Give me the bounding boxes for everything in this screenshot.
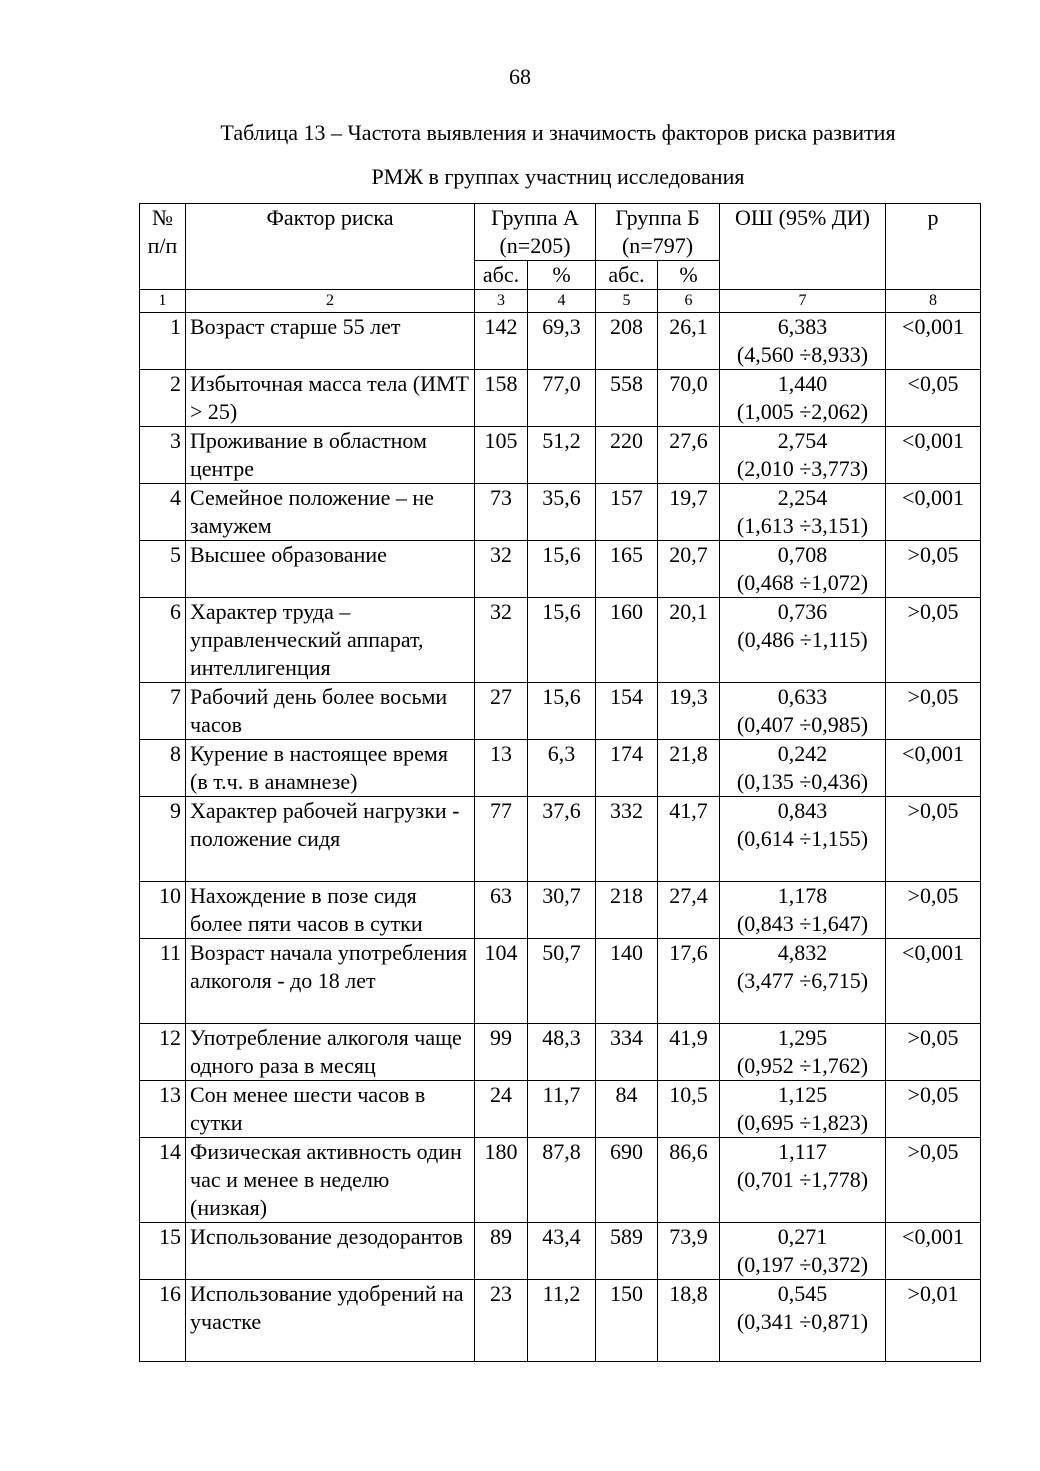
row-number: 7: [140, 683, 186, 740]
odds-ratio: [720, 313, 886, 370]
group-b-abs: 165: [596, 541, 658, 598]
group-b-abs: 140: [596, 939, 658, 1024]
odds-ratio-value: 1,295: [777, 1025, 828, 1050]
group-a-abs: 32: [475, 541, 528, 598]
odds-ratio: [720, 797, 886, 882]
group-b-pct: 19,3: [658, 683, 720, 740]
confidence-interval: (0,843 ÷1,647): [736, 911, 869, 936]
row-number: 9: [140, 797, 186, 882]
odds-ratio: [720, 939, 886, 1024]
group-b-abs: 558: [596, 370, 658, 427]
table-row: [140, 370, 981, 427]
odds-ratio-value: 2,254: [777, 485, 828, 510]
odds-ratio: [720, 427, 886, 484]
confidence-interval: (1,005 ÷2,062): [736, 399, 869, 424]
row-number: 13: [140, 1081, 186, 1138]
p-value: >0,01: [886, 1280, 981, 1362]
factor-name: Использование удобрений на участке: [186, 1280, 475, 1362]
row-number: 16: [140, 1280, 186, 1362]
odds-ratio-value: 4,832: [777, 940, 828, 965]
confidence-interval: (3,477 ÷6,715): [736, 968, 869, 993]
group-b-abs: 157: [596, 484, 658, 541]
odds-ratio: [720, 370, 886, 427]
header-group-a-pct: %: [528, 261, 596, 290]
p-value: <0,001: [886, 740, 981, 797]
group-b-abs: 84: [596, 1081, 658, 1138]
group-b-pct: 19,7: [658, 484, 720, 541]
factor-name: Нахождение в позе сидя более пяти часов в сутки: [186, 882, 475, 939]
group-b-pct: 10,5: [658, 1081, 720, 1138]
table-row: [140, 939, 981, 1024]
table-row: [140, 683, 981, 740]
column-number-row: [140, 290, 981, 313]
column-number: 2: [186, 290, 475, 313]
odds-ratio-value: 1,125: [777, 1082, 828, 1107]
factor-name: Рабочий день более восьми часов: [186, 683, 475, 740]
group-a-abs: 24: [475, 1081, 528, 1138]
odds-ratio-value: 2,754: [777, 428, 828, 453]
odds-ratio-value: 1,178: [777, 883, 828, 908]
group-b-abs: 174: [596, 740, 658, 797]
group-a-pct: 6,3: [528, 740, 596, 797]
odds-ratio-value: 0,633: [777, 684, 828, 709]
row-number: 8: [140, 740, 186, 797]
p-value: <0,001: [886, 1223, 981, 1280]
p-value: <0,001: [886, 427, 981, 484]
group-b-pct: 41,9: [658, 1024, 720, 1081]
p-value: >0,05: [886, 598, 981, 683]
group-a-abs: 73: [475, 484, 528, 541]
header-group-b-pct: %: [658, 261, 720, 290]
group-b-abs: 690: [596, 1138, 658, 1223]
confidence-interval: (0,197 ÷0,372): [736, 1252, 869, 1277]
group-a-abs: 77: [475, 797, 528, 882]
column-number: 6: [658, 290, 720, 313]
header-odds-ratio: ОШ (95% ДИ): [720, 204, 886, 290]
group-b-pct: 26,1: [658, 313, 720, 370]
group-a-abs: 13: [475, 740, 528, 797]
group-a-abs: 27: [475, 683, 528, 740]
factor-name: Сон менее шести часов в сутки: [186, 1081, 475, 1138]
group-a-pct: 11,7: [528, 1081, 596, 1138]
group-a-pct: 43,4: [528, 1223, 596, 1280]
page-number: 68: [509, 64, 531, 89]
group-a-pct: 51,2: [528, 427, 596, 484]
group-a-abs: 142: [475, 313, 528, 370]
row-number: 4: [140, 484, 186, 541]
column-number: 3: [475, 290, 528, 313]
factor-name: Курение в настоящее время (в т.ч. в анамнезе): [186, 740, 475, 797]
p-value: >0,05: [886, 1081, 981, 1138]
group-b-abs: 208: [596, 313, 658, 370]
odds-ratio-value: 0,271: [777, 1224, 828, 1249]
factor-name: Физическая активность один час и менее в неделю (низкая): [186, 1138, 475, 1223]
group-b-abs: 334: [596, 1024, 658, 1081]
row-number: 5: [140, 541, 186, 598]
odds-ratio: [720, 683, 886, 740]
confidence-interval: (0,407 ÷0,985): [736, 712, 869, 737]
group-b-abs: 150: [596, 1280, 658, 1362]
row-number: 6: [140, 598, 186, 683]
header-group-b: Группа Б (n=797): [596, 204, 720, 261]
row-number: 1: [140, 313, 186, 370]
group-b-abs: 160: [596, 598, 658, 683]
group-a-pct: 87,8: [528, 1138, 596, 1223]
header-p-value: р: [886, 204, 981, 290]
group-a-pct: 30,7: [528, 882, 596, 939]
odds-ratio-value: 6,383: [777, 314, 828, 339]
factor-name: Семейное положение – не замужем: [186, 484, 475, 541]
group-b-pct: 27,6: [658, 427, 720, 484]
group-a-abs: 89: [475, 1223, 528, 1280]
table-caption-line-1: Таблица 13 – Частота выявления и значимость факторов риска развития: [220, 120, 896, 145]
group-b-abs: 218: [596, 882, 658, 939]
p-value: <0,001: [886, 939, 981, 1024]
odds-ratio-value: 1,440: [777, 371, 828, 396]
p-value: >0,05: [886, 797, 981, 882]
group-b-pct: 18,8: [658, 1280, 720, 1362]
table-row: [140, 1280, 981, 1362]
group-a-pct: 37,6: [528, 797, 596, 882]
odds-ratio: [720, 541, 886, 598]
p-value: <0,001: [886, 313, 981, 370]
table-row: [140, 1081, 981, 1138]
group-b-pct: 70,0: [658, 370, 720, 427]
group-b-abs: 154: [596, 683, 658, 740]
p-value: >0,05: [886, 683, 981, 740]
row-number: 12: [140, 1024, 186, 1081]
group-b-abs: 332: [596, 797, 658, 882]
odds-ratio: [720, 1138, 886, 1223]
table-row: [140, 740, 981, 797]
group-a-abs: 32: [475, 598, 528, 683]
table-row: [140, 797, 981, 882]
column-number: 4: [528, 290, 596, 313]
group-a-pct: 35,6: [528, 484, 596, 541]
column-number: 1: [140, 290, 186, 313]
odds-ratio: [720, 882, 886, 939]
factor-name: Возраст начала употребления алкоголя - до 18 лет: [186, 939, 475, 1024]
factor-name: Характер труда – управленческий аппарат, интеллигенция: [186, 598, 475, 683]
factor-name: Возраст старше 55 лет: [186, 313, 475, 370]
confidence-interval: (0,341 ÷0,871): [736, 1309, 869, 1334]
odds-ratio: [720, 1280, 886, 1362]
group-b-pct: 21,8: [658, 740, 720, 797]
confidence-interval: (0,486 ÷1,115): [737, 627, 868, 652]
table-caption-line-2: РМЖ в группах участниц исследования: [371, 164, 745, 189]
table-row: [140, 882, 981, 939]
p-value: <0,05: [886, 370, 981, 427]
row-number: 15: [140, 1223, 186, 1280]
group-a-abs: 180: [475, 1138, 528, 1223]
header-factor: Фактор риска: [186, 204, 475, 290]
odds-ratio-value: 0,843: [777, 798, 828, 823]
p-value: >0,05: [886, 1138, 981, 1223]
confidence-interval: (2,010 ÷3,773): [736, 456, 869, 481]
header-group-a-abs: абс.: [475, 261, 528, 290]
confidence-interval: (0,701 ÷1,778): [736, 1167, 869, 1192]
group-b-pct: 27,4: [658, 882, 720, 939]
p-value: >0,05: [886, 1024, 981, 1081]
confidence-interval: (0,695 ÷1,823): [736, 1110, 869, 1135]
p-value: <0,001: [886, 484, 981, 541]
table-row: [140, 484, 981, 541]
factor-name: Характер рабочей нагрузки - положение сидя: [186, 797, 475, 882]
odds-ratio: [720, 1081, 886, 1138]
table-row: [140, 1024, 981, 1081]
p-value: >0,05: [886, 541, 981, 598]
group-a-pct: 48,3: [528, 1024, 596, 1081]
odds-ratio: [720, 1024, 886, 1081]
odds-ratio-value: 1,117: [778, 1139, 827, 1164]
header-group-b-abs: абс.: [596, 261, 658, 290]
row-number: 3: [140, 427, 186, 484]
table-row: [140, 541, 981, 598]
group-b-abs: 220: [596, 427, 658, 484]
column-number: 8: [886, 290, 981, 313]
confidence-interval: (0,952 ÷1,762): [736, 1053, 869, 1078]
factor-name: Употребление алкоголя чаще одного раза в месяц: [186, 1024, 475, 1081]
factor-name: Использование дезодорантов: [186, 1223, 475, 1280]
group-a-abs: 105: [475, 427, 528, 484]
confidence-interval: (0,468 ÷1,072): [736, 570, 869, 595]
table-row: [140, 598, 981, 683]
column-number: 5: [596, 290, 658, 313]
header-group-a: Группа А (n=205): [475, 204, 596, 261]
confidence-interval: (0,135 ÷0,436): [736, 769, 869, 794]
odds-ratio-value: 0,736: [777, 599, 828, 624]
factor-name: Избыточная масса тела (ИМТ > 25): [186, 370, 475, 427]
group-b-pct: 41,7: [658, 797, 720, 882]
group-b-abs: 589: [596, 1223, 658, 1280]
group-a-pct: 77,0: [528, 370, 596, 427]
odds-ratio: [720, 598, 886, 683]
group-b-pct: 73,9: [658, 1223, 720, 1280]
group-b-pct: 17,6: [658, 939, 720, 1024]
group-a-pct: 15,6: [528, 683, 596, 740]
group-a-pct: 50,7: [528, 939, 596, 1024]
confidence-interval: (1,613 ÷3,151): [736, 513, 869, 538]
header-number: № п/п: [140, 204, 186, 290]
confidence-interval: (0,614 ÷1,155): [736, 826, 869, 851]
risk-factors-table: [139, 203, 981, 1362]
table-row: [140, 313, 981, 370]
table-row: [140, 1138, 981, 1223]
odds-ratio-value: 0,242: [777, 741, 828, 766]
odds-ratio: [720, 1223, 886, 1280]
group-a-abs: 104: [475, 939, 528, 1024]
group-a-pct: 11,2: [528, 1280, 596, 1362]
odds-ratio: [720, 484, 886, 541]
p-value: >0,05: [886, 882, 981, 939]
group-a-abs: 23: [475, 1280, 528, 1362]
group-a-abs: 99: [475, 1024, 528, 1081]
odds-ratio: [720, 740, 886, 797]
group-b-pct: 20,7: [658, 541, 720, 598]
factor-name: Проживание в областном центре: [186, 427, 475, 484]
group-a-abs: 158: [475, 370, 528, 427]
group-a-pct: 15,6: [528, 598, 596, 683]
odds-ratio-value: 0,708: [777, 542, 828, 567]
row-number: 11: [140, 939, 186, 1024]
column-number: 7: [720, 290, 886, 313]
row-number: 2: [140, 370, 186, 427]
factor-name: Высшее образование: [186, 541, 475, 598]
confidence-interval: (4,560 ÷8,933): [736, 342, 869, 367]
table-row: [140, 1223, 981, 1280]
group-a-abs: 63: [475, 882, 528, 939]
group-a-pct: 69,3: [528, 313, 596, 370]
group-a-pct: 15,6: [528, 541, 596, 598]
odds-ratio-value: 0,545: [777, 1281, 828, 1306]
row-number: 14: [140, 1138, 186, 1223]
row-number: 10: [140, 882, 186, 939]
group-b-pct: 20,1: [658, 598, 720, 683]
group-b-pct: 86,6: [658, 1138, 720, 1223]
table-row: [140, 427, 981, 484]
